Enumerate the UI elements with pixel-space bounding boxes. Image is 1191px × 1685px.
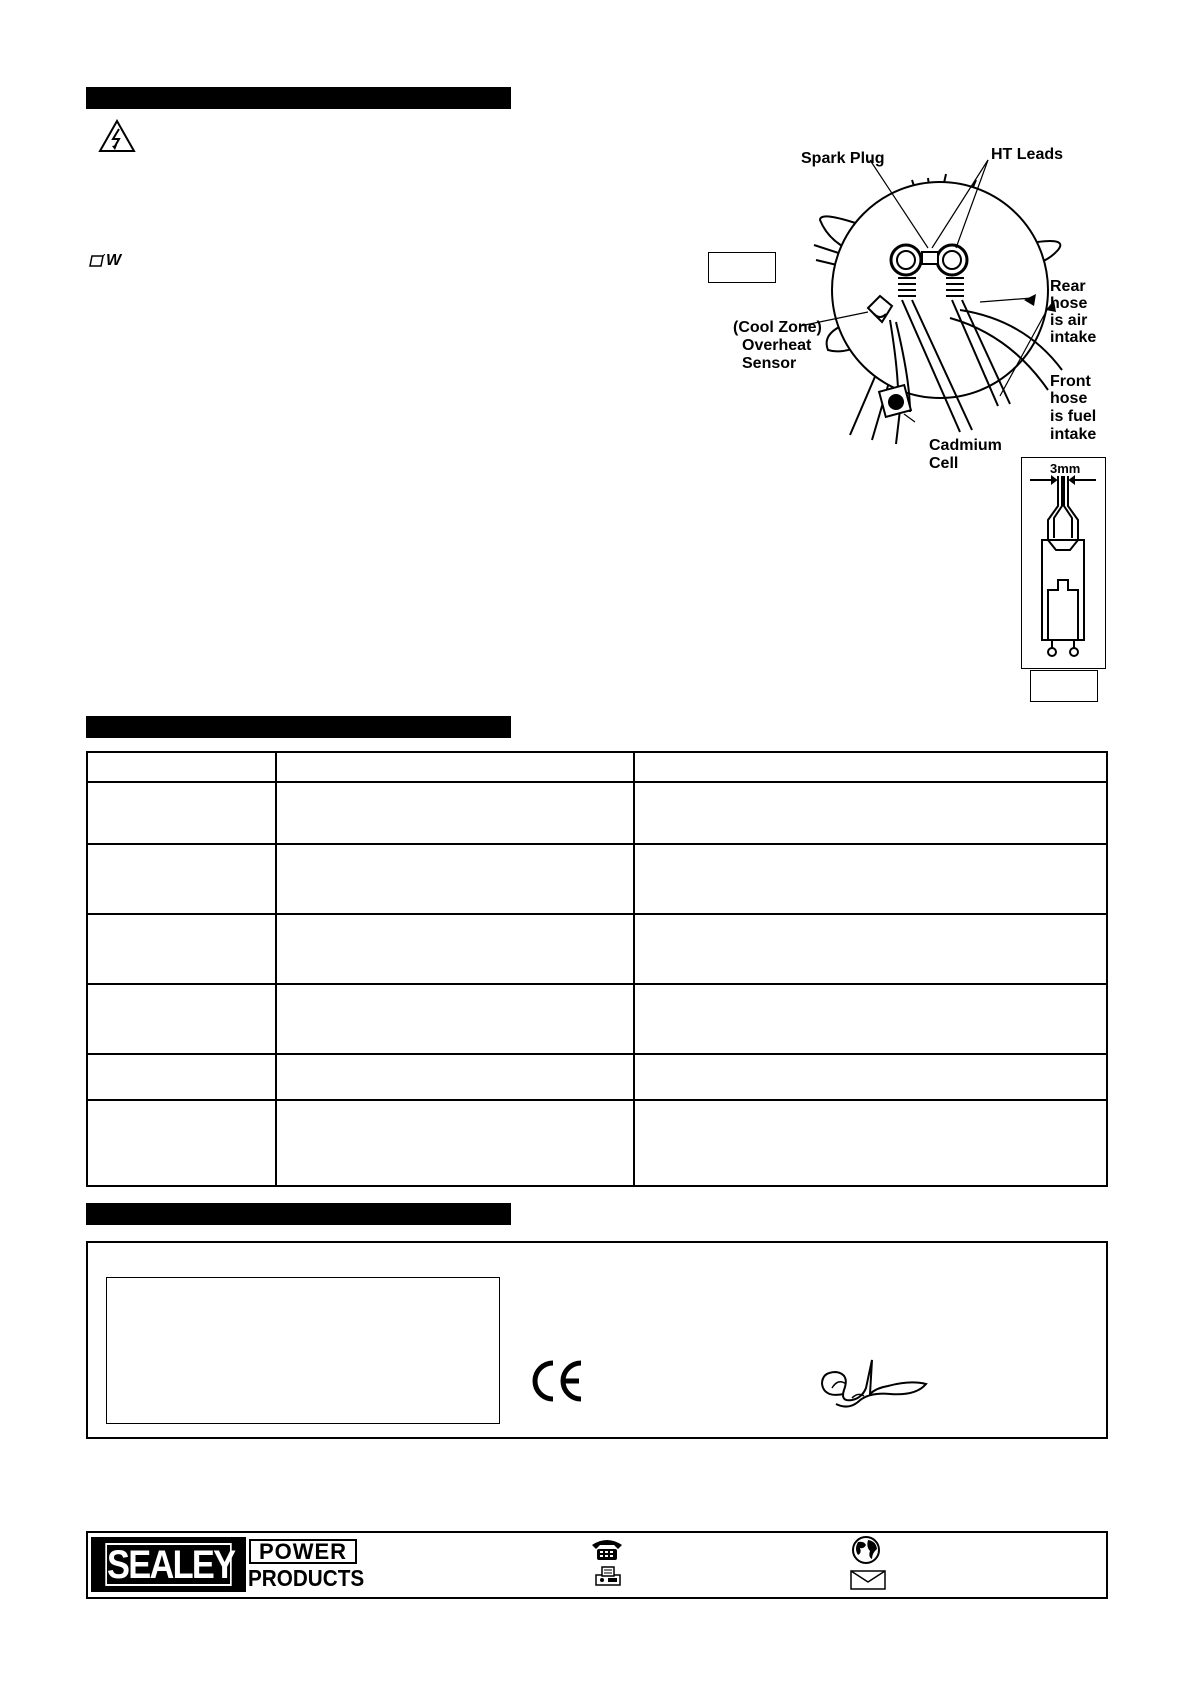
table-cell [634, 914, 1107, 984]
figure-number-box-1 [708, 252, 776, 283]
troubleshooting-table [86, 751, 1108, 1187]
figure-number-box-2 [1030, 670, 1098, 702]
declaration-inner-box [106, 1277, 500, 1424]
electrode-diagram [1022, 472, 1104, 666]
table-cell [634, 1054, 1107, 1100]
label-front-hose-2: hose [1050, 390, 1088, 407]
table-cell [87, 984, 276, 1054]
label-cadmium-2: Cell [929, 455, 959, 472]
label-rear-hose-3: is air [1050, 312, 1088, 329]
table-cell [87, 844, 276, 914]
table-cell [87, 1100, 276, 1186]
warning-fragment: W [106, 252, 122, 269]
label-cadmium-1: Cadmium [929, 437, 1002, 454]
label-front-hose-1: Front [1050, 373, 1091, 390]
checkbox-icon [89, 254, 105, 268]
table-cell [634, 844, 1107, 914]
table-cell [634, 1100, 1107, 1186]
power-logo-text: POWER [249, 1539, 357, 1564]
table-cell [87, 914, 276, 984]
table-cell [276, 984, 634, 1054]
table-row [87, 1054, 1107, 1100]
label-spark-plug: Spark Plug [801, 150, 885, 167]
table-cell [87, 1054, 276, 1100]
globe-icon [850, 1535, 882, 1565]
table-header-row [87, 752, 1107, 782]
section-heading-bar-3 [86, 1203, 511, 1225]
table-cell [634, 752, 1107, 782]
table-cell [634, 782, 1107, 844]
label-rear-hose-4: intake [1050, 329, 1097, 346]
label-rear-hose-2: hose [1050, 295, 1088, 312]
label-cool-zone-2: Overheat [742, 337, 812, 354]
email-envelope-icon [850, 1570, 886, 1590]
table-cell [276, 844, 634, 914]
label-gap-3mm: 3mm [1050, 461, 1081, 476]
table-row [87, 984, 1107, 1054]
label-front-hose-4: intake [1050, 426, 1097, 443]
table-cell [276, 1100, 634, 1186]
label-cool-zone-1: (Cool Zone) [733, 319, 822, 336]
label-ht-leads: HT Leads [991, 146, 1064, 163]
telephone-icon [590, 1537, 624, 1561]
section-heading-bar-1 [86, 87, 511, 109]
fax-icon [594, 1565, 622, 1587]
products-logo-text: PRODUCTS [248, 1565, 365, 1591]
sealey-logo [91, 1537, 246, 1592]
sealey-logo-text: SEALEY [107, 1543, 235, 1587]
label-rear-hose-1: Rear [1050, 278, 1086, 295]
section-heading-bar-2 [86, 716, 511, 738]
ce-mark-icon [529, 1359, 585, 1403]
label-cool-zone-3: Sensor [742, 355, 797, 372]
table-row [87, 782, 1107, 844]
table-cell [634, 984, 1107, 1054]
electric-hazard-icon [98, 119, 136, 153]
table-cell [276, 782, 634, 844]
table-row [87, 1100, 1107, 1186]
table-cell [87, 752, 276, 782]
table-cell [276, 752, 634, 782]
signature [818, 1358, 930, 1414]
table-row [87, 914, 1107, 984]
table-cell [276, 1054, 634, 1100]
table-row [87, 844, 1107, 914]
table-cell [276, 914, 634, 984]
table-cell [87, 782, 276, 844]
label-front-hose-3: is fuel [1050, 408, 1097, 425]
